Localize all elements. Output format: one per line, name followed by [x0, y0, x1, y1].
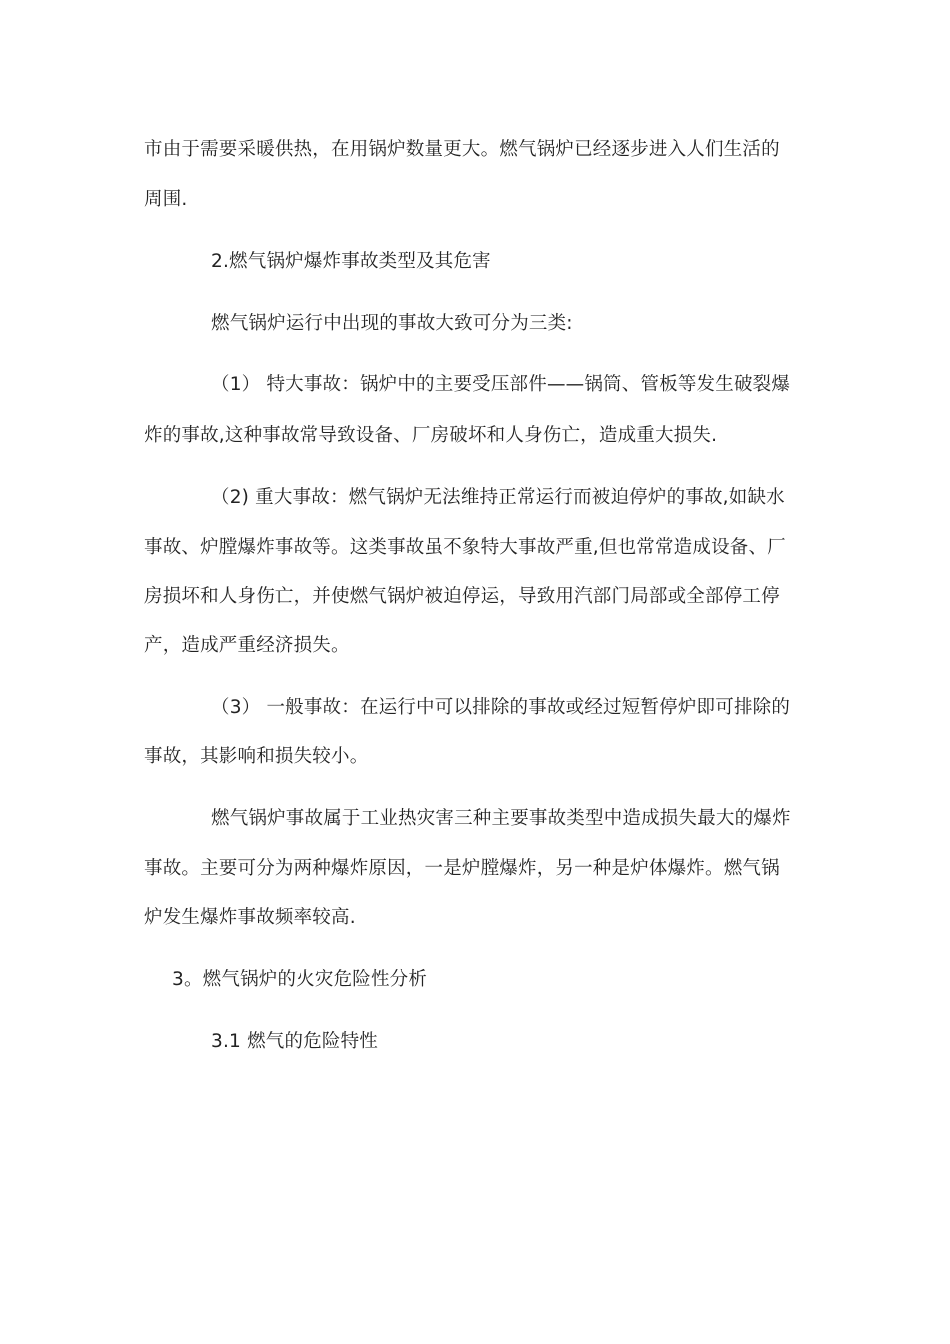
section-heading: 3。燃气锅炉的火灾危险性分析 — [172, 969, 428, 990]
list-item-2-line: （2) 重大事故：燃气锅炉无法维持正常运行而被迫停炉的事故,如缺水 — [211, 487, 785, 508]
section-heading: 2.燃气锅炉爆炸事故类型及其危害 — [211, 251, 491, 272]
list-item-3-line: （3） 一般事故：在运行中可以排除的事故或经过短暂停炉即可排除的 — [211, 697, 791, 718]
list-item-2-line: 房损坏和人身伤亡，并使燃气锅炉被迫停运，导致用汽部门局部或全部停工停 — [144, 586, 780, 607]
subsection-heading: 3.1 燃气的危险特性 — [211, 1031, 379, 1052]
list-item-3-line: 事故，其影响和损失较小。 — [144, 746, 369, 767]
text-line: 燃气锅炉运行中出现的事故大致可分为三类: — [211, 313, 573, 334]
list-item-2-line: 产，造成严重经济损失。 — [144, 635, 350, 656]
text-line: 燃气锅炉事故属于工业热灾害三种主要事故类型中造成损失最大的爆炸 — [211, 808, 791, 829]
text-line: 市由于需要采暖供热，在用锅炉数量更大。燃气锅炉已经逐步进入人们生活的 — [144, 139, 780, 160]
list-item-1-line: 炸的事故,这种事故常导致设备、厂房破坏和人身伤亡，造成重大损失. — [144, 425, 718, 446]
text-line: 周围. — [144, 189, 188, 210]
list-item-2-line: 事故、炉膛爆炸事故等。这类事故虽不象特大事故严重,但也常常造成设备、厂 — [144, 537, 786, 558]
list-item-1-line: （1） 特大事故：锅炉中的主要受压部件——锅筒、管板等发生破裂爆 — [211, 374, 791, 395]
text-line: 炉发生爆炸事故频率较高. — [144, 907, 356, 928]
text-line: 事故。主要可分为两种爆炸原因，一是炉膛爆炸，另一种是炉体爆炸。燃气锅 — [144, 858, 780, 879]
